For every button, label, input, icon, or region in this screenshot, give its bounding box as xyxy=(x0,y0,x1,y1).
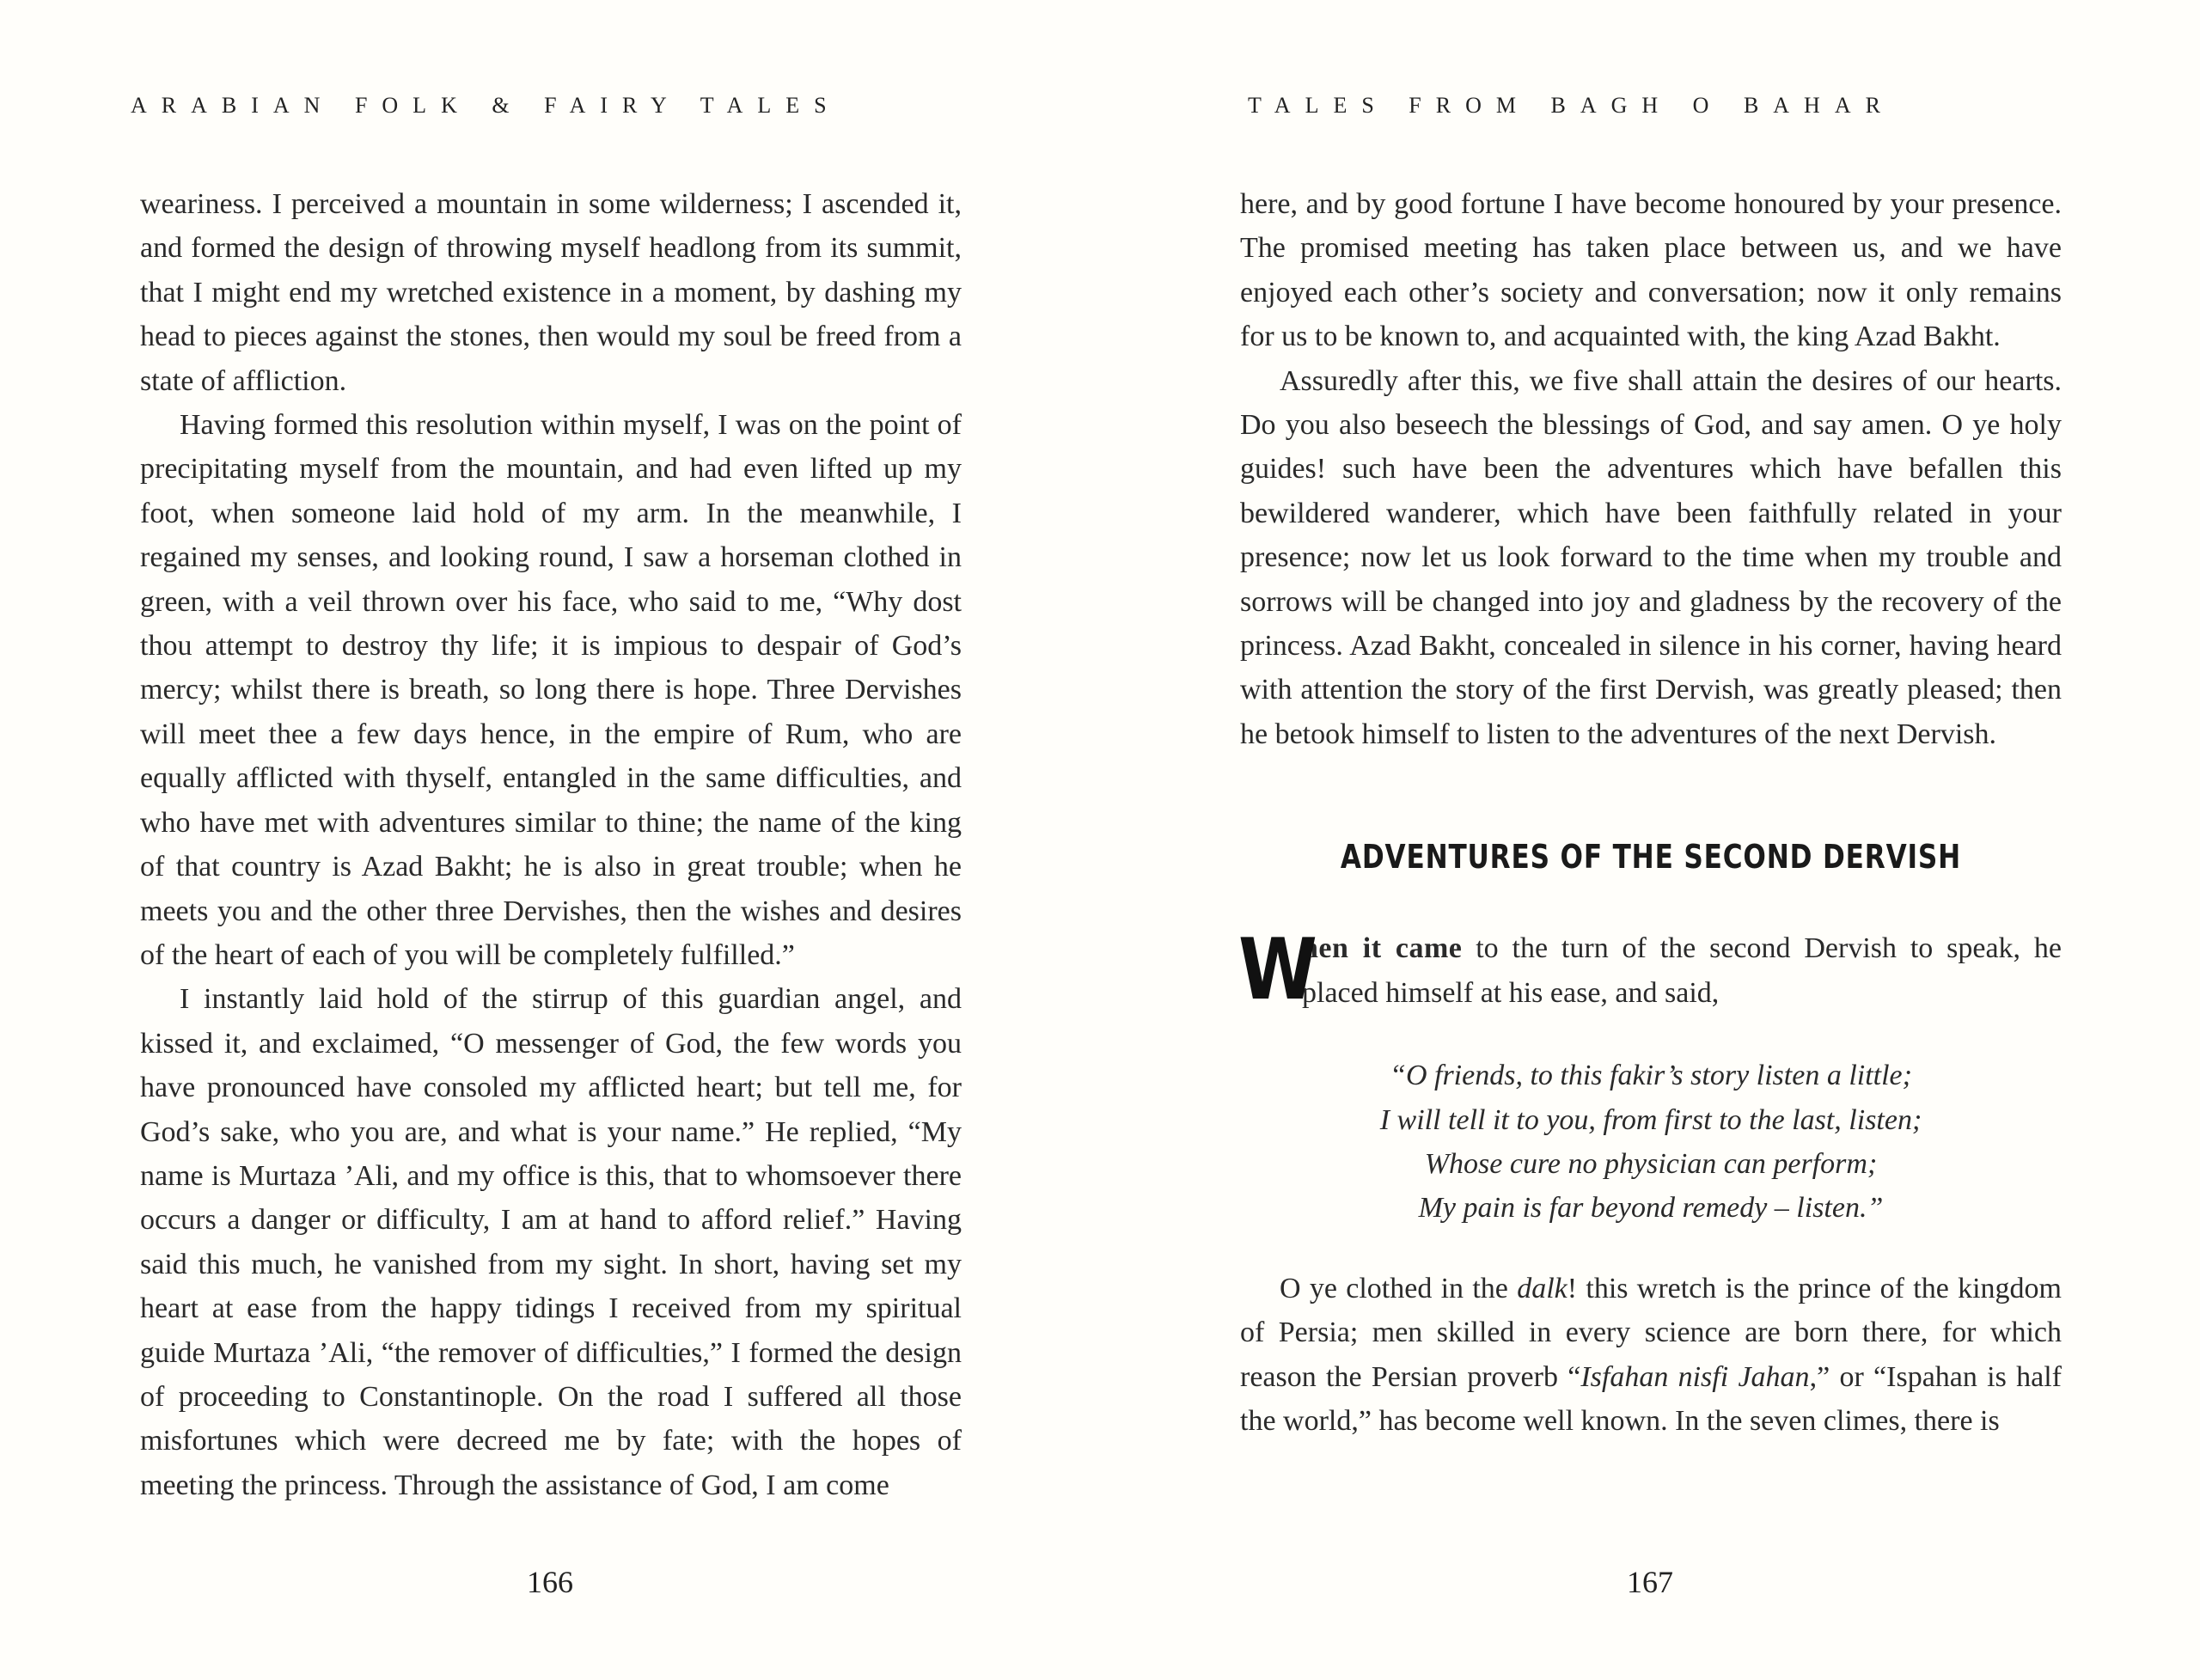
paragraph xyxy=(1240,1267,2062,1444)
text-run: ! this wretch is the prince of the kingdom of Persia; men skilled in every science are born there, for which reason the Persian proverb “ xyxy=(1240,1272,2062,1393)
chapter-heading: ADVENTURES OF THE SECOND DERVISH xyxy=(1340,838,1962,877)
right-text-block xyxy=(1240,182,2062,1443)
running-head-right: TALES FROM BAGH O BAHAR xyxy=(1248,93,1895,118)
paragraph: here, and by good fortune I have become honoured by your presence. The promised meeting has taken place between us, and we have enjoyed each other’s society and conversation; now it only remains for us to be known to, and acquainted with, the king Azad Bakht. xyxy=(1240,188,2062,353)
lead-in: hen it came xyxy=(1302,932,1463,965)
verse-line: I will tell it to you, from first to the last, listen; xyxy=(1379,1103,1922,1136)
text-run: O ye clothed in the xyxy=(1280,1272,1518,1304)
paragraph: Having formed this resolution within myself, I was on the point of precipitating myself from the mountain, and had even lifted up my foot, when someone laid hold of my arm. In the meanwhile, I regained my senses, and looking round, I saw a horseman clothed in green, with a veil thrown over his face, who said to me, “Why dost thou attempt to destroy thy life; it is impious to despair of God’s mercy; whilst there is breath, so long there is hope. Three Dervishes will meet thee a few days hence, in the empire of Rum, who are equally afflicted with thyself, entangled in the same difficulties, and who have met with adventures similar to thine; the name of the king of that country is Azad Bakht; he is also in great trouble; when he meets you and the other three Dervishes, then the wishes and desires of the heart of each of you will be completely fulfilled.” xyxy=(140,409,962,971)
running-head-left: ARABIAN FOLK & FAIRY TALES xyxy=(131,93,841,118)
italic-term: dalk xyxy=(1517,1272,1568,1304)
left-text-block xyxy=(140,182,962,1507)
verse-line: Whose cure no physician can perform; xyxy=(1424,1147,1878,1180)
verse-line: My pain is far beyond remedy – listen.” xyxy=(1418,1192,1884,1225)
page-number-right: 167 xyxy=(1627,1565,1673,1599)
verse xyxy=(1240,1054,2062,1231)
page-number-left: 166 xyxy=(527,1565,573,1599)
right-page xyxy=(1100,0,2200,1680)
verse-line: “O friends, to this fakir’s story listen a little; xyxy=(1390,1060,1912,1092)
italic-proverb: Isfahan nisfi Jahan xyxy=(1580,1360,1810,1393)
opening-text: to the turn of the second Dervish to speak, he placed himself at his ease, and said, xyxy=(1302,932,2062,1009)
text-run: ,” or “Ispahan is half the world,” has become well known. In the seven climes, there is xyxy=(1240,1360,2062,1437)
paragraph: I instantly laid hold of the stirrup of this guardian angel, and kissed it, and exclaimed, “O messenger of God, the few words you have pronounced have consoled my afflicted heart; but tell me, for God’s sake, who you are, and what is your name.” He replied, “My name is Murtaza ’Ali, and my office is this, that to whomsoever there occurs a danger or difficulty, I am at hand to afford relief.” Having said this much, he vanished from my sight. In short, having set my heart at ease from the happy tidings I received from my spiritual guide Murtaza ’Ali, “the remover of difficulties,” I formed the design of proceeding to Constantinople. On the road I suffered all those misfortunes which were decreed me by fate; with the hopes of meeting the princess. Through the assistance of God, I am come xyxy=(140,983,962,1501)
opening-paragraph xyxy=(1238,921,2062,1020)
paragraph: weariness. I perceived a mountain in some wilderness; I ascended it, and formed the design of throwing myself headlong from its summit, that I might end my wretched existence in a moment, by dashing my head to pieces against the stones, then would my soul be freed from a state of affliction. xyxy=(140,188,962,397)
drop-cap: W xyxy=(1238,921,1317,1020)
paragraph: Assuredly after this, we five shall attain the desires of our hearts. Do you also beseech the blessings of God, and say amen. O ye holy guides! such have been the adventures which have befallen this bewildered wanderer, which have been faithfully related in your presence; now let us look forward to the time when my trouble and sorrows will be changed into joy and gladness by the recovery of the princess. Azad Bakht, concealed in silence in his corner, having heard with attention the story of the first Dervish, was greatly pleased; then he betook himself to listen to the adventures of the next Dervish. xyxy=(1240,364,2062,750)
